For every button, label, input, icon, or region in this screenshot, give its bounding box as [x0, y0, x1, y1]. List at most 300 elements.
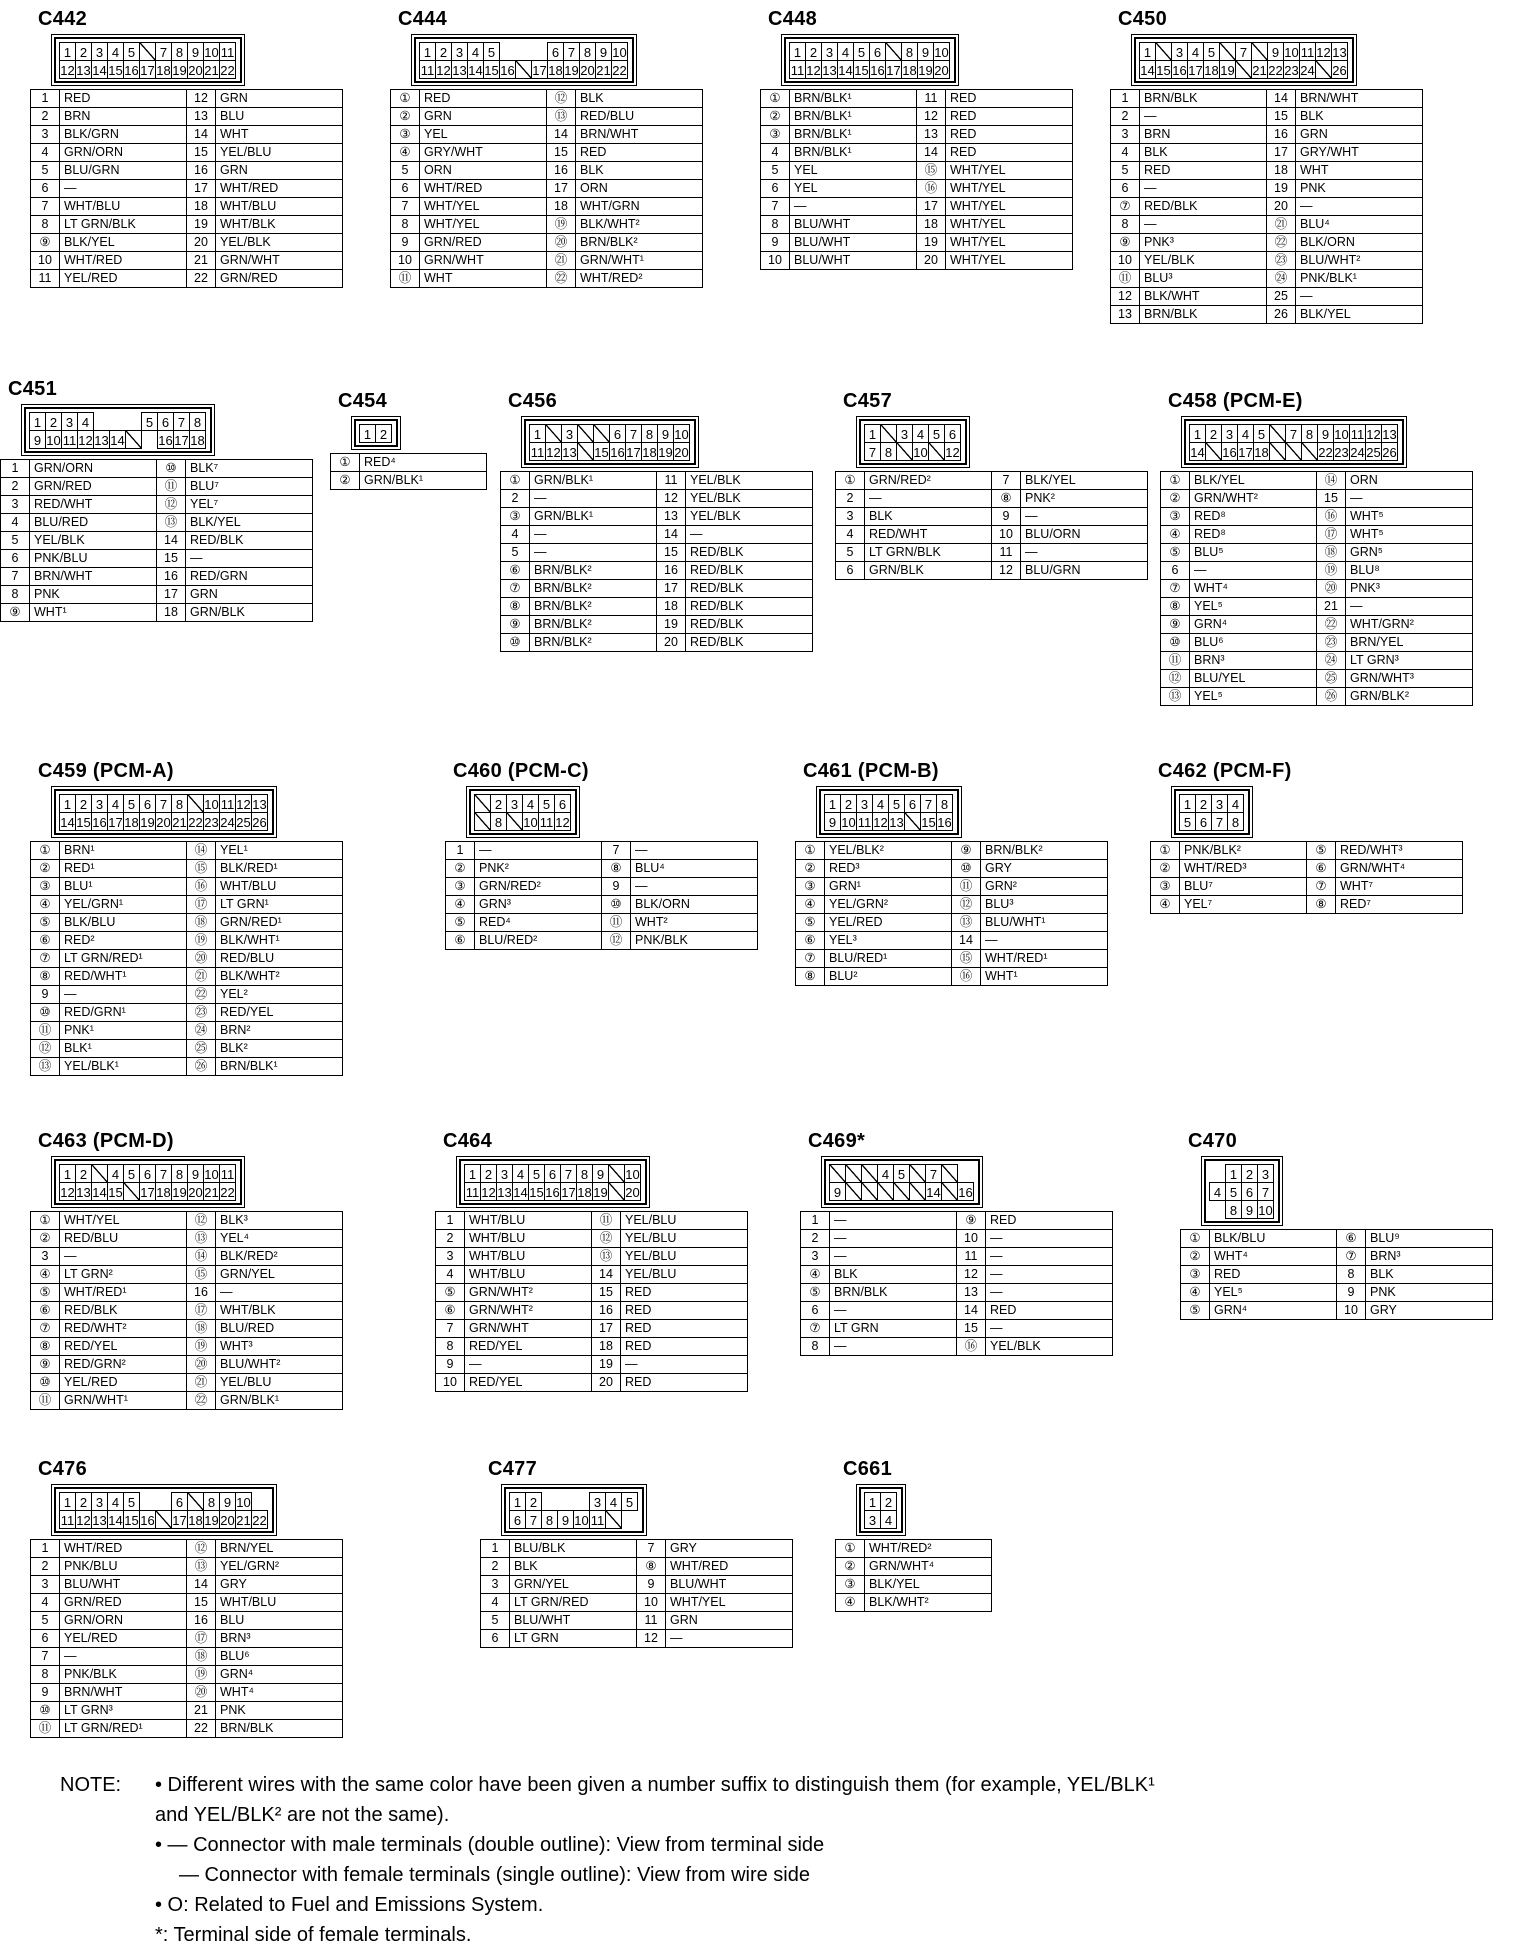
terminal-cell: 3: [864, 1510, 881, 1529]
pin-number: 12: [917, 108, 946, 126]
terminal-cell: 8: [880, 442, 897, 461]
pin-number: 11: [917, 90, 946, 108]
pin-number: 1: [446, 842, 475, 860]
terminal-cell: 12: [554, 812, 571, 831]
pin-row: [1, 604, 313, 622]
terminal-cell: [1209, 1164, 1226, 1183]
terminal-cell: 13: [91, 1510, 108, 1529]
wire-color: PNK/BLK: [60, 1666, 187, 1684]
terminal-cell: 4: [837, 42, 854, 61]
wire-color: RED: [621, 1338, 748, 1356]
terminal-cell: [541, 1492, 558, 1511]
pin-number: ⑬: [187, 1230, 216, 1248]
pin-number: ⑪: [31, 1392, 60, 1410]
pin-number: 20: [917, 252, 946, 270]
connector-c454: [330, 390, 487, 490]
face-row: [825, 812, 953, 830]
wire-color: WHT/RED: [60, 252, 187, 270]
wire-color: BLK⁷: [186, 460, 313, 478]
wire-color: GRN/BLK: [186, 604, 313, 622]
pin-number: 3: [31, 1248, 60, 1266]
connector-face: [859, 1487, 903, 1533]
pin-number: 15: [1317, 490, 1346, 508]
face-row: [475, 812, 571, 830]
terminal-cell: 13: [93, 430, 110, 449]
pin-number: 18: [187, 198, 216, 216]
terminal-cell: 20: [219, 1510, 236, 1529]
pin-row: [796, 842, 1108, 860]
pin-row: [31, 932, 343, 950]
connector-face: [414, 37, 634, 83]
pin-row: [1181, 1230, 1493, 1248]
wire-color: RED/GRN: [186, 568, 313, 586]
terminal-cell: 8: [576, 1164, 593, 1183]
connector-title: C448: [768, 8, 818, 30]
wire-color: YEL/GRN¹: [60, 896, 187, 914]
terminal-cell: 16: [544, 1182, 561, 1201]
wire-color: —: [1296, 198, 1423, 216]
wire-color: GRN/RED: [60, 1594, 187, 1612]
pin-table: [480, 1539, 793, 1648]
terminal-cell: 7: [864, 442, 881, 461]
terminal-cell: 9: [219, 1492, 236, 1511]
pin-row: [31, 1684, 343, 1702]
connector-title: C457: [843, 390, 893, 412]
wire-color: GRN/ORN: [60, 144, 187, 162]
pin-number: ⑦: [1161, 580, 1190, 598]
wire-color: WHT²: [631, 914, 758, 932]
terminal-cell: [1235, 60, 1252, 79]
terminal-cell: 7: [625, 424, 642, 443]
pin-number: ②: [1161, 490, 1190, 508]
terminal-cell: 3: [91, 794, 108, 813]
wire-color: WHT/GRN²: [1346, 616, 1473, 634]
pin-number: ⑰: [1317, 526, 1346, 544]
pin-row: [1161, 526, 1473, 544]
wire-color: BRN/BLK¹: [790, 126, 917, 144]
pin-number: ⑯: [1317, 508, 1346, 526]
terminal-cell: 16: [139, 1510, 156, 1529]
terminal-cell: 5: [1179, 812, 1196, 831]
wire-color: PNK/BLU: [60, 1558, 187, 1576]
wire-color: WHT⁴: [1190, 580, 1317, 598]
wire-color: WHT/BLU: [216, 198, 343, 216]
pin-row: [436, 1338, 748, 1356]
wire-color: WHT/YEL: [946, 252, 1073, 270]
pin-row: [31, 1576, 343, 1594]
terminal-cell: 22: [251, 1510, 268, 1529]
pin-row: [436, 1320, 748, 1338]
pin-row: [501, 598, 813, 616]
terminal-cell: 13: [561, 442, 578, 461]
wire-color: WHT/RED²: [576, 270, 703, 288]
connector-c470: [1180, 1130, 1493, 1320]
terminal-cell: 5: [1225, 1182, 1242, 1201]
pin-number: 5: [481, 1612, 510, 1630]
pin-number: 20: [187, 234, 216, 252]
wire-color: BLK: [1366, 1266, 1493, 1284]
note-female: — Connector with female terminals (single outline): View from wire side: [179, 1864, 810, 1886]
pin-row: [391, 108, 703, 126]
terminal-cell: 15: [593, 442, 610, 461]
terminal-cell: 14: [109, 430, 126, 449]
wire-color: BLU³: [981, 896, 1108, 914]
pin-row: [1161, 688, 1473, 706]
wire-color: —: [530, 490, 657, 508]
pin-number: ④: [446, 896, 475, 914]
terminal-cell: 16: [157, 430, 174, 449]
terminal-cell: [941, 1164, 958, 1183]
pin-number: 18: [917, 216, 946, 234]
connector-c456: [500, 390, 813, 652]
pin-number: 3: [801, 1248, 830, 1266]
face-row: [530, 424, 690, 442]
pin-row: [31, 90, 343, 108]
terminal-cell: 9: [1267, 42, 1284, 61]
pin-number: 10: [391, 252, 420, 270]
terminal-cell: 21: [1251, 60, 1268, 79]
terminal-cell: 5: [928, 424, 945, 443]
terminal-cell: 17: [885, 60, 902, 79]
pin-row: [1161, 634, 1473, 652]
face-row: [1180, 794, 1244, 812]
pin-number: 12: [992, 562, 1021, 580]
wire-color: —: [830, 1338, 957, 1356]
terminal-cell: 14: [925, 1182, 942, 1201]
pin-number: ㉑: [1267, 216, 1296, 234]
pin-number: 11: [637, 1612, 666, 1630]
terminal-cell: 19: [917, 60, 934, 79]
pin-row: [1111, 252, 1423, 270]
pin-row: [1181, 1266, 1493, 1284]
wire-color: WHT: [1296, 162, 1423, 180]
terminal-cell: 2: [435, 42, 452, 61]
pin-number: 6: [481, 1630, 510, 1648]
pin-number: ㉒: [187, 1392, 216, 1410]
pin-row: [31, 1230, 343, 1248]
pin-number: ②: [796, 860, 825, 878]
wire-color: BLK/BLU: [60, 914, 187, 932]
pin-row: [1151, 860, 1463, 878]
wire-color: BLU⁹: [1366, 1230, 1493, 1248]
pin-number: 4: [1111, 144, 1140, 162]
pin-row: [501, 544, 813, 562]
wire-color: BRN¹: [60, 842, 187, 860]
terminal-cell: 17: [531, 60, 548, 79]
pin-number: ①: [761, 90, 790, 108]
pin-row: [31, 198, 343, 216]
pin-number: 2: [836, 490, 865, 508]
terminal-cell: 8: [641, 424, 658, 443]
terminal-cell: 1: [789, 42, 806, 61]
pin-table: [500, 471, 813, 652]
pin-row: [761, 198, 1073, 216]
terminal-cell: 3: [896, 424, 913, 443]
wire-color: —: [830, 1302, 957, 1320]
wire-color: GRN/WHT: [465, 1320, 592, 1338]
face-row: [790, 42, 950, 60]
terminal-cell: 20: [624, 1182, 641, 1201]
pin-table: [800, 1211, 1113, 1356]
wire-color: BLK/YEL: [1296, 306, 1423, 324]
terminal-cell: 9: [917, 42, 934, 61]
pin-row: [1111, 144, 1423, 162]
wire-color: WHT/YEL: [60, 1212, 187, 1230]
wire-color: YEL/BLK: [216, 234, 343, 252]
pin-row: [1, 550, 313, 568]
pin-number: 2: [801, 1230, 830, 1248]
pin-number: 8: [1337, 1266, 1366, 1284]
connector-face: [1174, 789, 1250, 835]
wire-color: —: [1021, 508, 1148, 526]
face-row: [30, 430, 206, 448]
pin-number: 21: [187, 1702, 216, 1720]
wire-color: BRN/WHT: [1296, 90, 1423, 108]
note-suffix: • Different wires with the same color have been given a number suffix to distinguish them (for example, YEL/BLK¹: [155, 1774, 1155, 1796]
pin-number: ⑩: [1161, 634, 1190, 652]
terminal-cell: 18: [901, 60, 918, 79]
pin-number: ②: [31, 860, 60, 878]
pin-table: [390, 89, 703, 288]
connector-c469: [800, 1130, 1113, 1356]
pin-number: 7: [31, 198, 60, 216]
pin-row: [31, 1392, 343, 1410]
terminal-cell: 25: [1365, 442, 1382, 461]
pin-row: [501, 580, 813, 598]
terminal-cell: 23: [1333, 442, 1350, 461]
pin-number: 5: [31, 1612, 60, 1630]
pin-number: 1: [1111, 90, 1140, 108]
terminal-cell: 8: [203, 1492, 220, 1511]
terminal-cell: 8: [490, 812, 507, 831]
wire-color: BLU/GRN: [1021, 562, 1148, 580]
pin-number: ⑮: [952, 950, 981, 968]
pin-number: 4: [1, 514, 30, 532]
wire-color: —: [666, 1630, 793, 1648]
terminal-cell: 4: [877, 1164, 894, 1183]
terminal-cell: 9: [829, 1182, 846, 1201]
terminal-cell: 3: [61, 412, 78, 431]
pin-number: ⑰: [187, 1302, 216, 1320]
wire-color: —: [216, 1284, 343, 1302]
face-row: [465, 1182, 641, 1200]
pin-row: [801, 1230, 1113, 1248]
pin-number: 14: [157, 532, 186, 550]
wire-color: GRN/RED¹: [216, 914, 343, 932]
pin-number: ⑱: [1317, 544, 1346, 562]
terminal-cell: 22: [219, 60, 236, 79]
pin-row: [1181, 1302, 1493, 1320]
terminal-cell: 18: [641, 442, 658, 461]
wire-color: RED: [946, 126, 1073, 144]
wire-color: YEL/BLU: [621, 1266, 748, 1284]
pin-number: 7: [391, 198, 420, 216]
terminal-cell: 2: [1195, 794, 1212, 813]
pin-number: ⑯: [917, 180, 946, 198]
terminal-cell: 22: [1267, 60, 1284, 79]
pin-row: [391, 126, 703, 144]
pin-number: ③: [796, 878, 825, 896]
note-male: • — Connector with male terminals (double outline): View from terminal side: [155, 1834, 825, 1856]
face-row: [1190, 424, 1398, 442]
terminal-cell: [1285, 442, 1302, 461]
pin-number: 4: [31, 144, 60, 162]
pin-row: [31, 1630, 343, 1648]
terminal-cell: 8: [189, 412, 206, 431]
pin-number: 16: [187, 162, 216, 180]
connector-face: [354, 419, 398, 447]
wire-color: BLU/WHT: [60, 1576, 187, 1594]
pin-number: ①: [796, 842, 825, 860]
wire-color: GRN: [216, 90, 343, 108]
connector-title: C463 (PCM-D): [38, 1130, 174, 1152]
terminal-cell: 7: [173, 412, 190, 431]
pin-number: ⑤: [31, 914, 60, 932]
wire-color: RED/YEL: [465, 1374, 592, 1392]
terminal-cell: 8: [901, 42, 918, 61]
terminal-cell: 6: [944, 424, 961, 443]
pin-number: ④: [31, 1266, 60, 1284]
terminal-cell: 5: [621, 1492, 638, 1511]
pin-number: ㉖: [187, 1058, 216, 1076]
connector-face: [1204, 1159, 1280, 1223]
pin-row: [836, 508, 1148, 526]
connector-c457: [835, 390, 1148, 580]
pin-number: ⑨: [1111, 234, 1140, 252]
terminal-cell: 2: [75, 1492, 92, 1511]
wire-color: BLK²: [216, 1040, 343, 1058]
terminal-cell: 3: [1221, 424, 1238, 443]
pin-row: [796, 968, 1108, 986]
pin-number: ④: [1181, 1284, 1210, 1302]
wire-color: YEL/BLK: [1140, 252, 1267, 270]
terminal-cell: 22: [219, 1182, 236, 1201]
pin-number: ⑯: [952, 968, 981, 986]
terminal-cell: 11: [1349, 424, 1366, 443]
pin-number: 17: [547, 180, 576, 198]
wire-color: WHT/BLU: [465, 1266, 592, 1284]
terminal-cell: 4: [107, 794, 124, 813]
terminal-cell: 4: [107, 1492, 124, 1511]
pin-number: ⑲: [187, 1338, 216, 1356]
pin-number: 14: [187, 126, 216, 144]
connector-face: [469, 789, 577, 835]
pin-number: 25: [1267, 288, 1296, 306]
face-row: [60, 1510, 268, 1528]
wire-color: RED⁴: [475, 914, 602, 932]
pin-number: 8: [31, 216, 60, 234]
terminal-cell: 12: [75, 1510, 92, 1529]
connector-title: C476: [38, 1458, 88, 1480]
terminal-cell: [928, 442, 945, 461]
pin-row: [31, 1266, 343, 1284]
wire-color: RED: [946, 144, 1073, 162]
terminal-cell: 26: [251, 812, 268, 831]
terminal-cell: 16: [957, 1182, 974, 1201]
pin-number: ⑧: [796, 968, 825, 986]
pin-row: [1181, 1284, 1493, 1302]
pin-number: ②: [31, 1230, 60, 1248]
wire-color: BLU²: [825, 968, 952, 986]
pin-number: 9: [637, 1576, 666, 1594]
wire-color: GRN/BLK: [865, 562, 992, 580]
connector-c476: [30, 1458, 343, 1738]
wire-color: GRN: [1296, 126, 1423, 144]
pin-number: 7: [602, 842, 631, 860]
pin-number: ③: [31, 878, 60, 896]
pin-row: [31, 1594, 343, 1612]
terminal-cell: 11: [529, 442, 546, 461]
connector-c442: [30, 8, 343, 288]
terminal-cell: [885, 42, 902, 61]
pin-row: [1111, 288, 1423, 306]
terminal-cell: 3: [589, 1492, 606, 1511]
terminal-cell: 1: [824, 794, 841, 813]
pin-row: [836, 1576, 992, 1594]
pin-number: 5: [761, 162, 790, 180]
pin-table: [1160, 471, 1473, 706]
pin-number: 8: [1, 586, 30, 604]
terminal-cell: 17: [139, 60, 156, 79]
terminal-cell: [861, 1182, 878, 1201]
wire-color: RED/BLU: [216, 950, 343, 968]
terminal-cell: 20: [155, 812, 172, 831]
terminal-cell: 11: [219, 794, 236, 813]
pin-row: [436, 1284, 748, 1302]
pin-number: ⑮: [917, 162, 946, 180]
pin-number: 4: [501, 526, 530, 544]
terminal-cell: 7: [1285, 424, 1302, 443]
pin-number: ㉔: [1317, 652, 1346, 670]
pin-number: 17: [187, 180, 216, 198]
wire-color: PNK²: [1021, 490, 1148, 508]
pin-number: ⑳: [187, 1684, 216, 1702]
terminal-cell: 1: [464, 1164, 481, 1183]
terminal-cell: 24: [219, 812, 236, 831]
pin-row: [801, 1338, 1113, 1356]
wire-color: WHT/YEL: [946, 198, 1073, 216]
pin-number: 6: [391, 180, 420, 198]
terminal-cell: 13: [821, 60, 838, 79]
wire-color: YEL/BLU: [621, 1230, 748, 1248]
connector-c460: [445, 760, 758, 950]
pin-number: ⑨: [31, 1356, 60, 1374]
terminal-cell: 10: [912, 442, 929, 461]
terminal-cell: 9: [557, 1510, 574, 1529]
wire-color: WHT⁵: [1346, 526, 1473, 544]
pin-number: ⑪: [31, 1720, 60, 1738]
pin-row: [761, 216, 1073, 234]
wire-color: BRN/BLK: [216, 1720, 343, 1738]
connector-title: C458 (PCM-E): [1168, 390, 1303, 412]
pin-number: 7: [637, 1540, 666, 1558]
pin-number: 9: [31, 986, 60, 1004]
pin-row: [31, 878, 343, 896]
terminal-cell: 1: [864, 1492, 881, 1511]
pin-number: ⑧: [31, 968, 60, 986]
pin-number: ②: [1181, 1248, 1210, 1266]
wire-color: GRN/WHT²: [465, 1302, 592, 1320]
connector-title: C464: [443, 1130, 493, 1152]
pin-row: [31, 914, 343, 932]
wire-color: WHT/YEL: [420, 198, 547, 216]
terminal-cell: 5: [888, 794, 905, 813]
terminal-cell: 5: [123, 1164, 140, 1183]
terminal-cell: 17: [560, 1182, 577, 1201]
wire-color: PNK: [1296, 180, 1423, 198]
pin-number: ⑯: [957, 1338, 986, 1356]
pin-number: 11: [992, 544, 1021, 562]
